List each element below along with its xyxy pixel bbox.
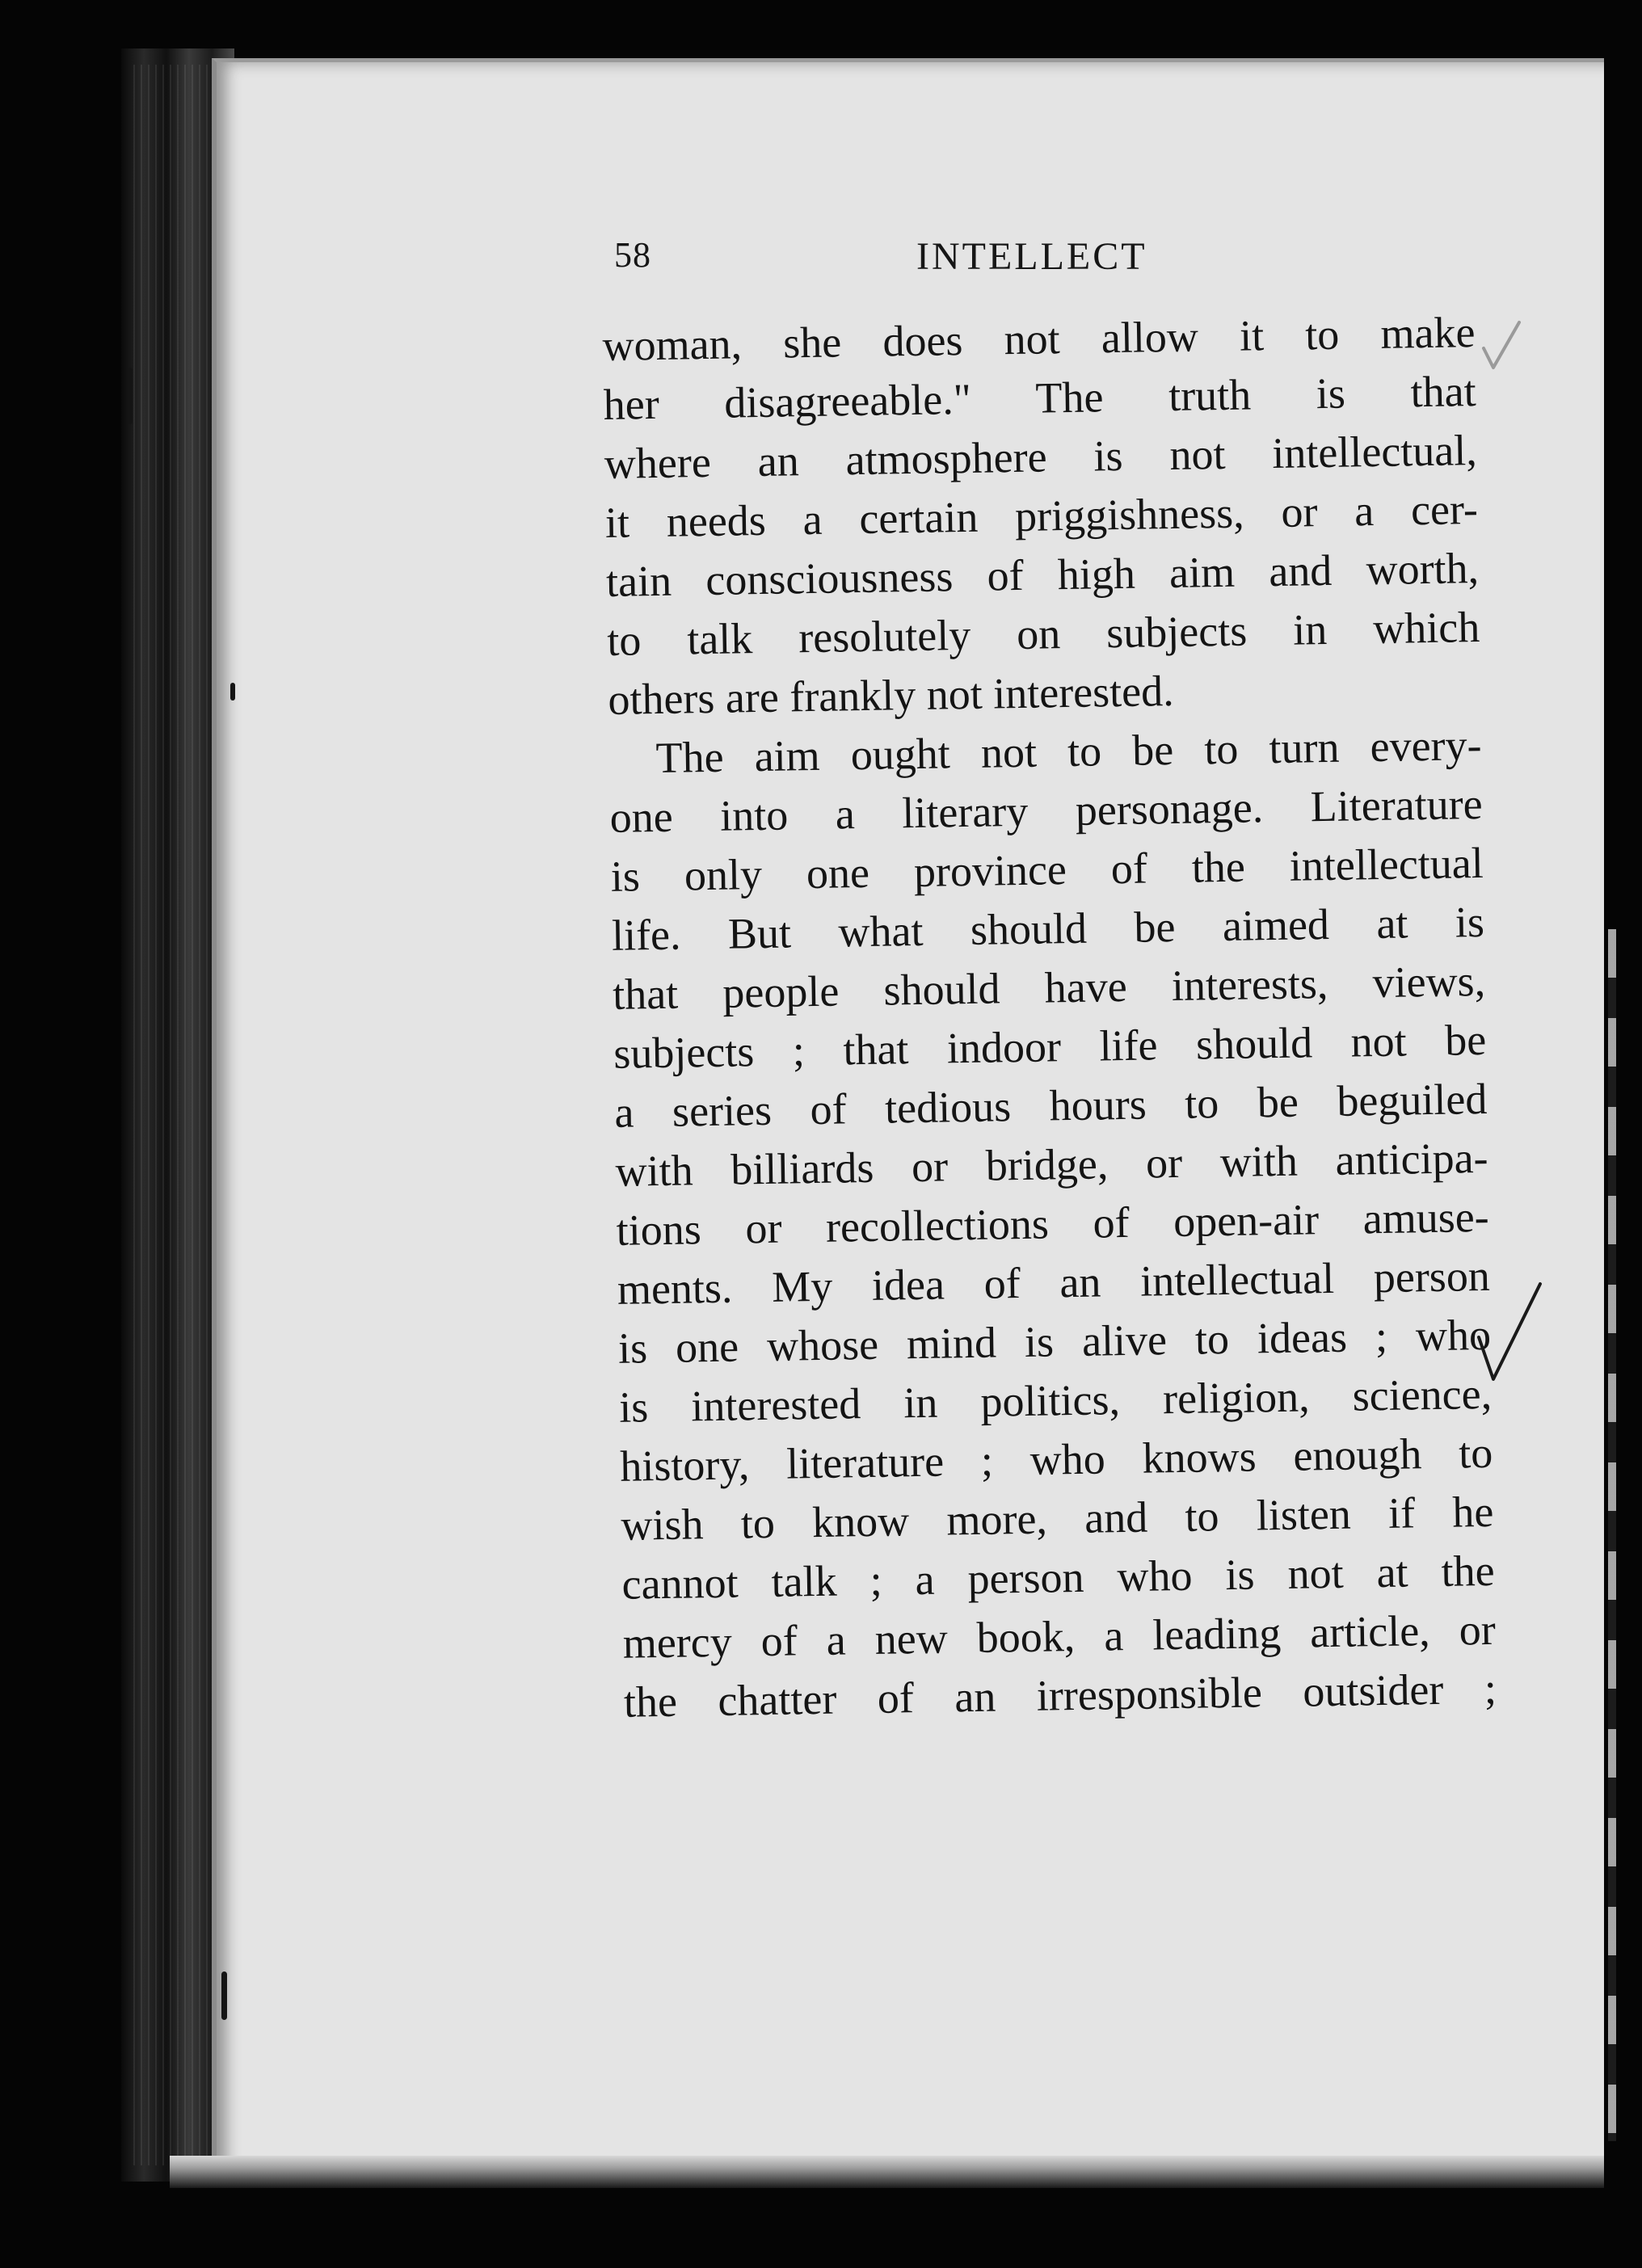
text-line: mercy of a new book, a leading article, or (622, 1605, 1497, 1668)
text-line: to talk resolutely on subjects in which (606, 602, 1480, 665)
text-line: wish to know more, and to listen if he (621, 1487, 1494, 1550)
page-edge-marks (1608, 929, 1616, 2141)
text-line: a series of tedious hours to be beguiled (614, 1074, 1488, 1137)
page-bottom-edge (170, 2156, 1616, 2188)
text-line: her disagreeable." The truth is that (603, 367, 1477, 429)
checkmark-icon (1480, 319, 1522, 376)
text-line: cannot talk ; a person who is not at the (621, 1546, 1495, 1609)
text-line: The aim ought not to be to turn every- (655, 720, 1482, 783)
text-line: that people should have interests, views, (612, 956, 1486, 1019)
gutter-speck (221, 1971, 227, 2020)
text-line: woman, she does not allow it to make (602, 308, 1476, 370)
paragraph-1 (602, 303, 1481, 730)
text-line: is interested in politics, religion, science, (618, 1369, 1493, 1432)
text-line: the chatter of an irresponsible outsider ; (623, 1664, 1497, 1727)
running-head (608, 234, 1513, 299)
gutter-speck (230, 683, 235, 701)
gutter-speck (128, 368, 133, 424)
text-line: history, literature ; who knows enough to (619, 1428, 1493, 1491)
chapter-title: INTELLECT (916, 235, 1147, 278)
text-line: subjects ; that indoor life should not be (613, 1015, 1487, 1078)
text-line: life. But what should be aimed at is (611, 897, 1485, 960)
page-number: 58 (614, 235, 651, 275)
text-line: is one whose mind is alive to ideas ; who (617, 1310, 1492, 1373)
text-line: where an atmosphere is not intellectual, (604, 426, 1478, 488)
text-line: tain consciousness of high aim and worth, (605, 543, 1480, 606)
text-line: with billiards or bridge, or with anticipa- (615, 1133, 1488, 1196)
body-text (602, 303, 1497, 1732)
checkmark-icon (1476, 1281, 1543, 1386)
text-line: ments. My idea of an intellectual person (617, 1251, 1491, 1314)
text-line: it needs a certain priggishness, or a cer- (604, 485, 1479, 547)
paragraph-2 (608, 716, 1497, 1732)
text-line: is only one province of the intellectual (610, 838, 1484, 901)
text-line: tions or recollections of open-air amuse- (616, 1192, 1490, 1255)
text-line: one into a literary personage. Literature (609, 779, 1484, 842)
text-line: others are frankly not interested. (607, 666, 1175, 724)
